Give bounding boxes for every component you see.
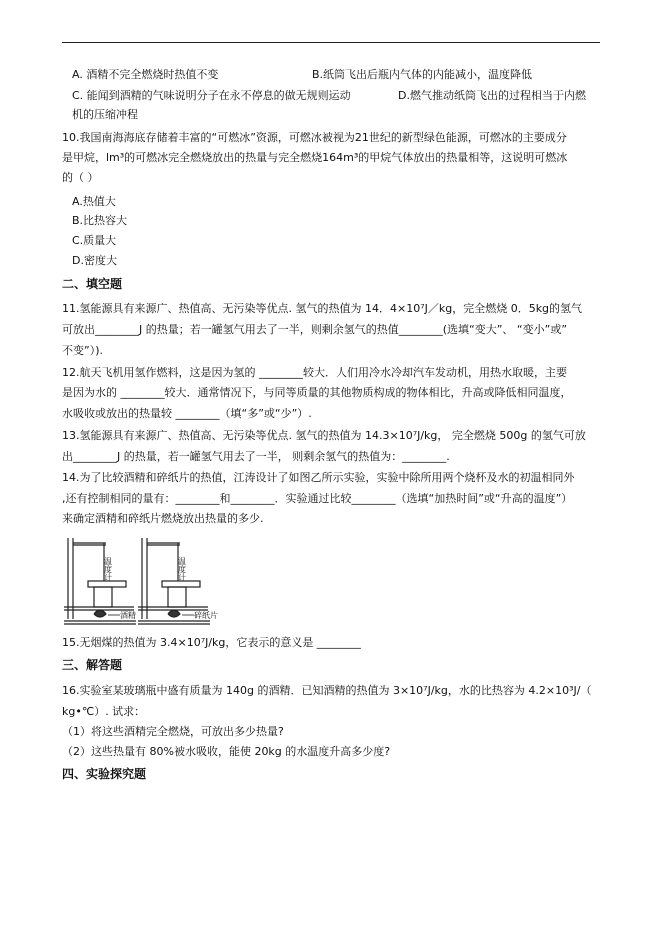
question-16-sub1: （1）将这些酒精完全燃烧，可放出多少热量? [62,725,284,738]
question-11-line2: 可放出________J 的热量；若一罐氢气用去了一半，则剩余氢气的热值________(选填“变大”、 “变小”或” [62,323,568,336]
question-11-line1: 11.氢能源具有来源广、热值高、无污染等优点. 氢气的热值为 14．4×10⁷J／kg，完全燃烧 0．5kg的氢气 [62,302,583,315]
section-heading-answer: 三、解答题 [62,658,123,672]
question-14-line3: 来确定酒精和碎纸片燃烧放出热量的多少. [62,512,264,525]
q10-option-d: D.密度大 [72,254,117,267]
fuel-label-alcohol: 酒精 [120,611,136,620]
question-14-line2: ,还有控制相同的量有：________和________．实验通过比较________（选填“加热时间”或“升高的温度”） [62,492,573,505]
q10-option-a: A.热值大 [72,195,116,208]
question-16-sub2: （2）这些热量有 80%被水吸收，能使 20kg 的水温度升高多少度? [62,745,391,758]
experiment-figure [64,535,254,627]
section-heading-fill-in: 二、填空题 [62,277,123,291]
question-12-line3: 水吸收或放出的热量较 ________（填“多”或“少”）. [62,407,312,420]
question-12-line2: 是因为水的 ________较大．通常情况下，与同等质量的其他物质构成的物体相比，升高或降低相同温度， [62,386,572,399]
option-c: C. 能闻到酒精的气味说明分子在永不停息的做无规则运动 [72,89,351,102]
question-16-line2: kg•℃）. 试求： [62,705,146,718]
option-d-continued: 机的压缩冲程 [72,108,138,121]
question-14-line1: 14.为了比较酒精和碎纸片的热值，江涛设计了如图乙所示实验，实验中除所用两个烧杯及水的初温相同外 [62,471,575,484]
thermometer-label-left: 温度计 [103,557,113,581]
q10-option-c: C.质量大 [72,234,117,247]
question-16-line1: 16.实验室某玻璃瓶中盛有质量为 140g 的酒精．已知酒精的热值为 3×10⁷J/kg，水的比热容为 4.2×10³J/（ [62,684,592,697]
question-12-line1: 12.航天飞机用氢作燃料，这是因为氢的 ________较大．人们用冷水冷却汽车发动机，用热水取暖，主要 [62,366,567,379]
option-a: A. 酒精不完全燃烧时热值不变 [72,68,219,81]
question-10-line2: 是甲烷，lm³的可燃冰完全燃烧放出的热量与完全燃烧164m³的甲烷气体放出的热量相等，这说明可燃冰 [62,151,568,164]
question-10-line3: 的（ ） [62,171,99,184]
option-d: D.燃气推动纸筒飞出的过程相当于内燃 [398,89,586,102]
header-rule [62,42,600,43]
question-10-line1: 10.我国南海海底存储着丰富的“可燃冰”资源，可燃冰被视为21世纪的新型绿色能源，可燃冰的主要成分 [62,131,567,144]
fuel-label-paper: 碎纸片 [194,611,218,620]
section-heading-experiment: 四、实验探究题 [62,767,147,781]
option-b: B.纸筒飞出后瓶内气体的内能减小，温度降低 [312,68,533,81]
thermometer-label-right: 温度计 [177,557,187,581]
question-13-line1: 13.氢能源具有来源广、热值高、无污染等优点. 氢气的热值为 14.3×10⁷J/kg， 完全燃烧 500g 的氢气可放 [62,429,586,442]
question-13-line2: 出________J 的热量，若一罐氢气用去了一半， 则剩余氢气的热值为：________. [62,450,450,463]
question-11-line3: 不变”）). [62,344,103,357]
q10-option-b: B.比热容大 [72,214,128,227]
question-15: 15.无烟煤的热值为 3.4×10⁷J/kg，它表示的意义是 ________ [62,636,361,649]
